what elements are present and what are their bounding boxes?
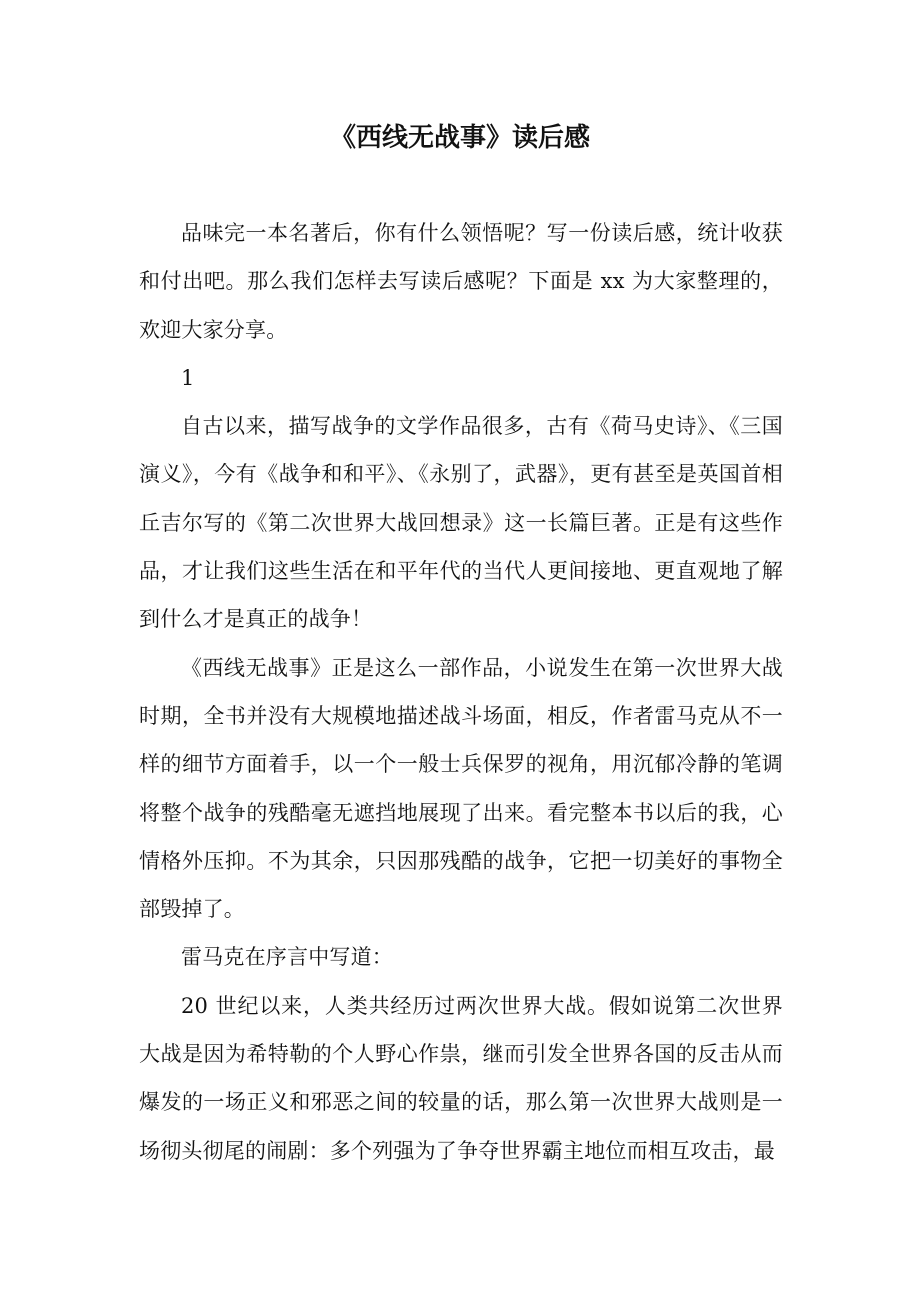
document-body xyxy=(139,209,783,1175)
paragraph-intro: 品味完一本名著后，你有什么领悟呢？写一份读后感，统计收获和付出吧。那么我们怎样去写读后感呢？下面是 xx 为大家整理的，欢迎大家分享。 xyxy=(139,221,783,342)
paragraph-war-literature: 自古以来，描写战争的文学作品很多，古有《荷马史诗》、《三国演义》，今有《战争和和平》、《永别了，武器》，更有甚至是英国首相丘吉尔写的《第二次世界大战回想录》这一长篇巨著。正是有这些作品，才让我们这些生活在和平年代的当代人更间接地、更直观地了解到什么才是真正的战争！ xyxy=(139,414,783,632)
paragraph-preface-intro: 雷马克在序言中写道： xyxy=(181,945,393,970)
paragraph-world-wars: 20 世纪以来，人类共经历过两次世界大战。假如说第二次世界大战是因为希特勒的个人野心作祟，继而引发全世界各国的反击从而爆发的一场正义和邪恶之间的较量的话，那么第一次世界大战则是一场彻头彻尾的闹剧：多个列强为了争夺世界霸主地位而相互攻击，最 xyxy=(139,993,783,1163)
section-number: 1 xyxy=(181,365,195,390)
paragraph-book-description: 《西线无战事》正是这么一部作品，小说发生在第一次世界大战时期，全书并没有大规模地描述战斗场面，相反，作者雷马克从不一样的细节方面着手，以一个一般士兵保罗的视角，用沉郁冷静的笔调将整个战争的残酷毫无遮挡地展现了出来。看完整本书以后的我，心情格外压抑。不为其余，只因那残酷的战争，它把一切美好的事物全部毁掉了。 xyxy=(139,655,783,922)
document-title: 《西线无战事》读后感 xyxy=(329,123,590,153)
